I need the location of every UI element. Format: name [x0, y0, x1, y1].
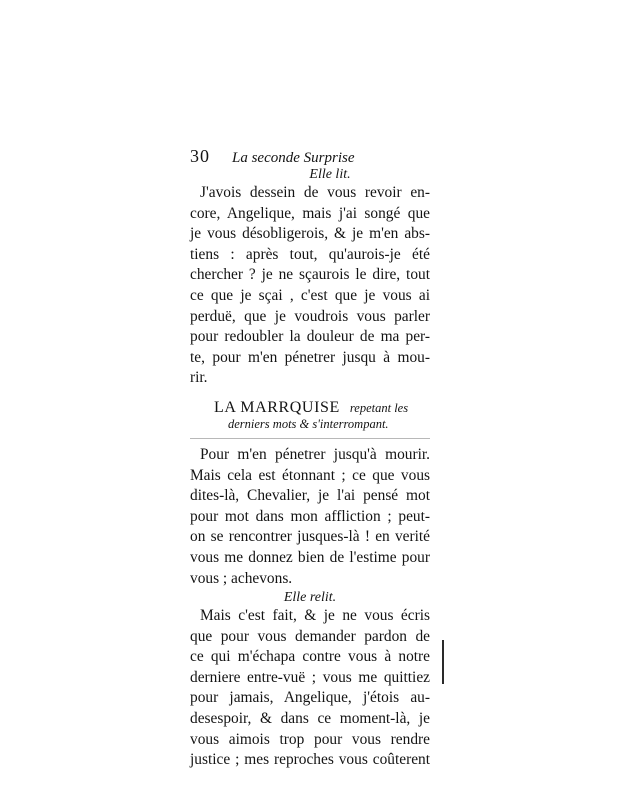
text-line: desespoir, & dans ce moment-là, je [190, 710, 430, 728]
separator-rule [190, 438, 430, 439]
text-line: chercher ? je ne sçaurois le dire, tout [190, 266, 430, 284]
text-line: Mais c'est fait, & je ne vous écris [200, 607, 430, 625]
text-line: vous ; achevons. [190, 569, 293, 587]
speaker-direction-continued: derniers mots & s'interrompant. [228, 416, 389, 431]
text-line: Pour m'en pénetrer jusqu'à mourir. [200, 445, 430, 463]
text-line: je vous désobligerois, & je m'en abs- [190, 225, 430, 243]
running-title: La seconde Surprise [232, 150, 355, 166]
text-block [190, 146, 430, 771]
text-line: vous me donnez bien de l'estime pour [190, 548, 430, 566]
text-line: derniere entre-vuë ; vous me quittiez [190, 668, 430, 686]
text-line: perduë, que je voudrois vous parler [190, 307, 430, 325]
text-line: rir. [190, 369, 208, 387]
text-line: ce que je sçai , c'est que je vous ai [190, 286, 430, 304]
text-line: pour mot dans mon affliction ; peut- [190, 507, 430, 525]
text-line: que pour vous demander pardon de [190, 627, 430, 645]
text-line: tiens : après tout, qu'aurois-je été [190, 245, 430, 263]
text-line: J'avois dessein de vous revoir en- [200, 184, 430, 201]
stage-direction-reads: Elle lit. [309, 167, 351, 182]
text-line: vous aimois trop pour vous rendre [190, 730, 430, 748]
speaker-name: LA MARRQUISE [214, 398, 340, 416]
stage-direction-rereads: Elle relit. [283, 590, 337, 606]
page-number: 30 [190, 146, 210, 166]
text-line: Mais cela est étonnant ; ce que vous [190, 466, 430, 484]
speaker-heading [190, 399, 430, 417]
text-line: ce qui m'échapa contre vous à notre [190, 648, 430, 666]
text-line: on se rencontrer jusques-là ! en verité [190, 528, 430, 546]
page-header [190, 146, 430, 166]
letter-paragraph-1 [190, 183, 430, 389]
text-line: te, pour m'en pénetrer jusqu à mou- [190, 348, 430, 366]
text-line: core, Angelique, mais j'ai songé que [190, 204, 430, 222]
letter-paragraph-2 [190, 606, 430, 771]
text-line: pour redoubler la douleur de ma per- [190, 328, 430, 346]
margin-mark [442, 640, 444, 684]
text-line: pour jamais, Angelique, j'étois au- [190, 689, 430, 707]
speech-paragraph [190, 445, 430, 589]
speaker-direction: repetant les [349, 400, 409, 415]
text-line: justice ; mes reproches vous coûterent [190, 751, 430, 769]
text-line: dites-là, Chevalier, je l'ai pensé mot [190, 487, 430, 505]
